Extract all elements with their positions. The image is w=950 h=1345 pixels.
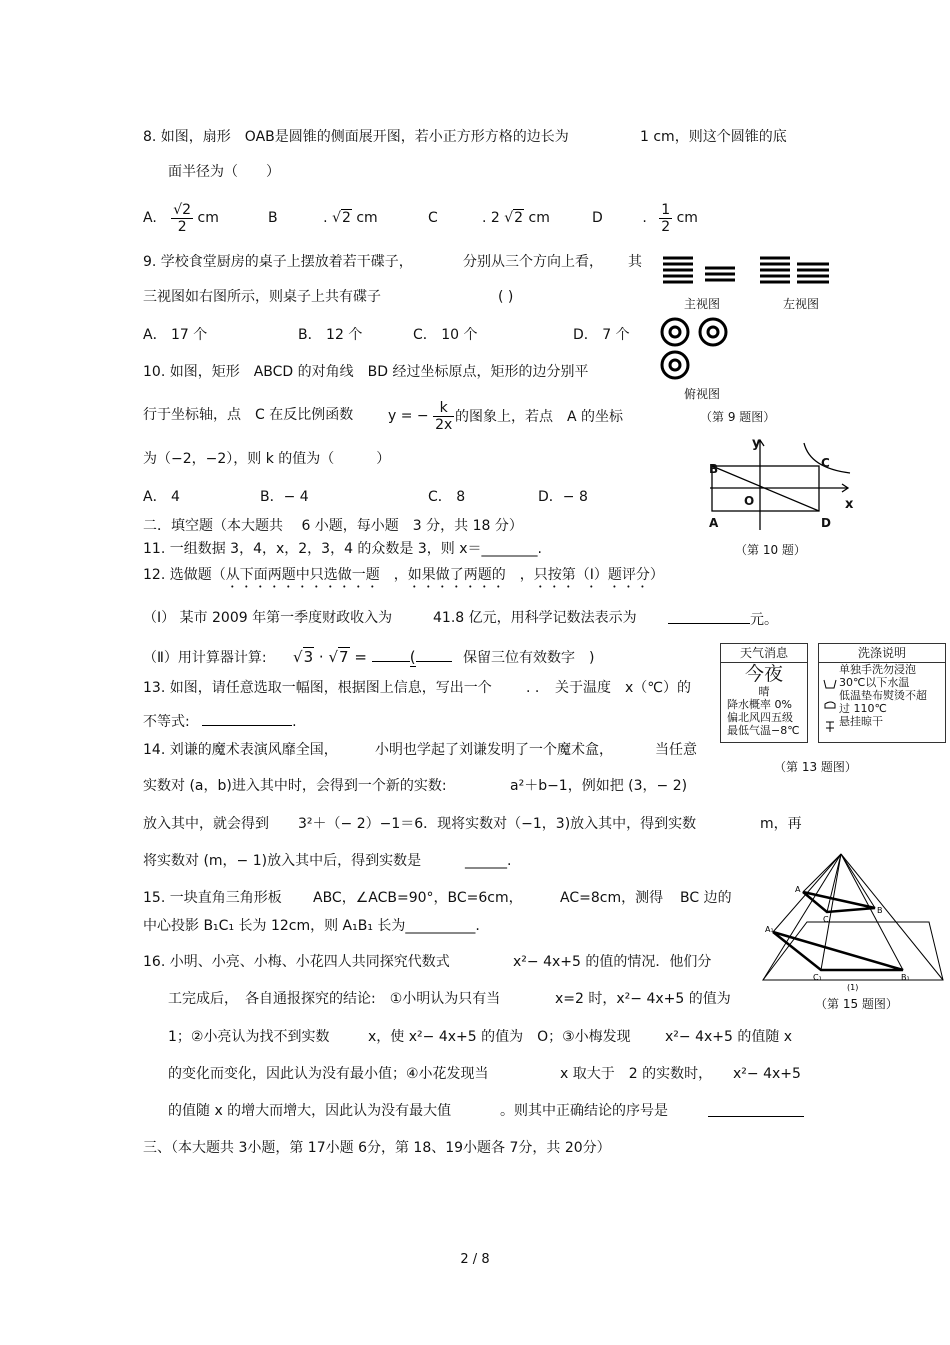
answer-blank[interactable] xyxy=(202,711,292,726)
q10-label-a: A xyxy=(709,516,719,530)
weather-row: 降水概率 0% xyxy=(727,698,792,711)
q14-line1a: 14. 刘谦的魔术表演风靡全国， xyxy=(143,742,338,758)
q15-line1a: 15. 一块直角三角形板 xyxy=(143,890,282,906)
q16-line3a: 1；②小亮认为找不到实数 xyxy=(168,1029,330,1045)
q8-option-c: C . 2 √2 cm xyxy=(428,210,550,226)
q14-line4a: 将实数对 (m，− 1)放入其中后，得到实数是 xyxy=(143,853,422,869)
q10-option-c: C． 8 xyxy=(428,489,466,505)
q11: 11. 一组数据 3，4，x，2，3，4 的众数是 3，则 x＝________. xyxy=(143,541,542,557)
q13-line2: 不等式: . xyxy=(143,711,297,731)
q10-label-d: D xyxy=(821,516,831,530)
wash-row: 过 110℃ xyxy=(839,702,887,715)
wash-title: 洗涤说明 xyxy=(819,644,945,663)
q8-option-b: B . √2 cm xyxy=(268,210,378,226)
q16-line1a: 16. 小明、小亮、小梅、小花四人共同探究代数式 xyxy=(143,954,450,970)
wash-row: 单独手洗勿浸泡 xyxy=(839,663,916,676)
q8-line1b: 1 cm，则这个圆锥的底 xyxy=(640,129,787,145)
q13-line1a: 13. 如图，请任意选取一幅图，根据图上信息，写出一个 xyxy=(143,680,492,696)
wash-row: 30℃以下水温 xyxy=(839,676,910,689)
q16-line3b: x，使 x²− 4x+5 的值为 O；③小梅发现 xyxy=(368,1029,631,1045)
q10-option-a: A． 4 xyxy=(143,489,180,505)
q16-answer xyxy=(708,1102,804,1122)
q15-line1d: BC 边的 xyxy=(680,890,732,906)
q9-line2a: 三视图如右图所示，则桌子上共有碟子 xyxy=(143,289,381,305)
q15-label-n: (1) xyxy=(847,983,859,992)
answer-blank[interactable] xyxy=(416,647,452,662)
triangle-abc xyxy=(803,892,875,912)
q16-line5a: 的值随 x 的增大而增大，因此认为没有最大值 xyxy=(168,1103,452,1119)
q13-line1b: 关于温度 x（℃）的 xyxy=(555,680,692,696)
q9-line1c: 其 xyxy=(628,254,642,270)
weather-title: 天气消息 xyxy=(721,644,807,663)
q12-line1: 12. 选做题（从下面两题中只选做一题 ，如果做了两题的 ，只按第（Ⅰ）题评分） xyxy=(143,567,664,583)
q9-left-view-label: 左视图 xyxy=(783,297,820,311)
q15-label-a1: A₁ xyxy=(765,925,774,934)
q12-part2a: （Ⅱ）用计算器计算: xyxy=(143,650,267,666)
q9-front-view-label: 主视图 xyxy=(684,297,721,311)
hang-dry-icon xyxy=(826,722,834,732)
q12-part1-answer: 元。 xyxy=(668,609,778,629)
weather-row: 晴 xyxy=(758,685,770,698)
q14-line1b: 小明也学起了刘谦发明了一个魔术盒， xyxy=(375,742,613,758)
q16-line4a: 的变化而变化，因此认为没有最小值；④小花发现当 xyxy=(168,1066,489,1082)
q8-options xyxy=(143,198,219,238)
q10-label-x: x xyxy=(845,497,854,512)
q8-option-a-fraction: $\frac{√2}{2}$ xyxy=(173,201,192,235)
q15-line1c: AC=8cm，测得 xyxy=(560,890,664,906)
weather-notice-box xyxy=(720,643,808,743)
q10-label-y: y xyxy=(752,436,761,451)
q13-dots: . . xyxy=(526,680,540,696)
q12-part2b: 保留三位有效数字 ) xyxy=(463,650,595,666)
q8-option-a-label: A. xyxy=(143,210,157,226)
answer-blank[interactable] xyxy=(668,609,750,624)
q9-option-b: B． 12 个 xyxy=(298,327,363,343)
q12-part2-expression: √3 · √7 = ( xyxy=(293,647,452,666)
q9-option-c: C． 10 个 xyxy=(413,327,478,343)
q14-line2b: a²＋b−1，例如把 (3，− 2) xyxy=(510,778,688,794)
q15-line1b: ABC，∠ACB=90°，BC=6cm， xyxy=(313,890,523,906)
q8-option-d: D . $\frac{1}{2}$ cm xyxy=(592,201,698,235)
q14-line3b: 3²＋（− 2）−1＝6．现将实数对（−1，3)放入其中，得到实数 xyxy=(298,816,697,832)
q14-line3c: m，再 xyxy=(760,816,802,832)
q15-label-b: B xyxy=(877,906,883,915)
q10-label-c: C xyxy=(821,456,830,470)
weather-big-text: 今夜 xyxy=(744,663,783,685)
q12-part1b: 41.8 亿元，用科学记数法表示为 xyxy=(433,610,637,626)
q15-label-b1: B₁ xyxy=(901,973,910,982)
q16-line4b: x 取大于 2 的实数时， xyxy=(560,1066,713,1082)
iron-icon xyxy=(825,702,835,708)
q16-line4c: x²− 4x+5 xyxy=(733,1066,801,1082)
laundry-symbol-icons xyxy=(823,670,837,740)
weather-row: 最低气温−8℃ xyxy=(727,724,800,737)
q9-option-a: A． 17 个 xyxy=(143,327,208,343)
q16-line2a: 工完成后， 各自通报探究的结论: ①小明认为只有当 xyxy=(168,991,501,1007)
q9-top-view-label: 俯视图 xyxy=(684,387,721,401)
q9-option-d: D． 7 个 xyxy=(573,327,630,343)
sqrt-symbol: √2 xyxy=(504,210,524,226)
q9-line1b: 分别从三个方向上看， xyxy=(463,254,603,270)
q16-line5b: 。则其中正确结论的序号是 xyxy=(500,1103,668,1119)
answer-blank[interactable] xyxy=(372,647,410,662)
q14-line1c: 当任意 xyxy=(655,742,697,758)
wash-row: 低温垫布熨烫不超 xyxy=(839,689,927,702)
wash-row: 悬挂晾干 xyxy=(839,715,883,728)
q8-option-a-unit: cm xyxy=(197,210,219,226)
q10-option-b: B．− 4 xyxy=(260,489,309,505)
q14-line2a: 实数对 (a，b)进入其中时，会得到一个新的实数: xyxy=(143,778,447,794)
weather-row: 偏北风四五级 xyxy=(727,711,793,724)
q14-line4b: ______. xyxy=(465,853,512,869)
triangle-a1b1c1 xyxy=(773,932,903,970)
q16-line2b: x=2 时，x²− 4x+5 的值为 xyxy=(555,991,731,1007)
q15-line2: 中心投影 B₁C₁ 长为 12cm，则 A₁B₁ 长为__________. xyxy=(143,918,480,934)
q10-function: y = − $\frac{k}{2x}$ xyxy=(388,399,453,433)
top-view-plates xyxy=(662,319,726,378)
page-number: 2 / 8 xyxy=(460,1252,490,1267)
sqrt-symbol: √2 xyxy=(332,210,351,226)
answer-blank[interactable] xyxy=(708,1102,804,1117)
section-3-heading: 三、（本大题共 3小题，第 17小题 6分，第 18、19小题各 7分，共 20分） xyxy=(143,1140,611,1156)
q16-line1b: x²− 4x+5 的值的情况．他们分 xyxy=(513,954,712,970)
q15-label-a: A xyxy=(795,885,801,894)
q13-caption: （第 13 题图） xyxy=(774,760,857,774)
q10-figure xyxy=(700,435,860,535)
q9-line1a: 9. 学校食堂厨房的桌子上摆放着若干碟子， xyxy=(143,254,413,270)
q10-label-o: O xyxy=(744,494,755,508)
washing-instructions-box xyxy=(818,643,946,743)
q9-line2b: ( ) xyxy=(498,289,514,305)
front-view-plates xyxy=(663,258,829,282)
q15-caption: （第 15 题图） xyxy=(815,997,898,1011)
q10-caption: （第 10 题） xyxy=(735,543,806,557)
washtub-icon xyxy=(824,680,836,688)
q10-option-d: D．− 8 xyxy=(538,489,588,505)
q14-line3a: 放入其中，就会得到 xyxy=(143,816,269,832)
q9-caption: （第 9 题图） xyxy=(700,410,776,424)
q10-line2a: 行于坐标轴，点 C 在反比例函数 xyxy=(143,407,354,423)
q10-line2b: 的图象上，若点 A 的坐标 xyxy=(455,409,624,425)
q8-line1: 8. 如图，扇形 OAB是圆锥的侧面展开图，若小正方形方格的边长为 xyxy=(143,129,569,145)
q15-label-c: C xyxy=(823,915,829,924)
section-2-heading: 二．填空题（本大题共 6 小题，每小题 3 分，共 18 分） xyxy=(143,518,523,534)
q10-line1: 10. 如图，矩形 ABCD 的对角线 BD 经过坐标原点，矩形的边分别平 xyxy=(143,364,589,380)
q12-part1a: （Ⅰ） 某市 2009 年第一季度财政收入为 xyxy=(143,610,393,626)
q10-label-b: B xyxy=(709,462,719,476)
q15-label-c1: C₁ xyxy=(813,973,822,982)
q10-line3: 为（−2，−2），则 k 的值为（ ） xyxy=(143,451,391,467)
q8-line2: 面半径为（ ） xyxy=(168,164,280,180)
projection-plane xyxy=(763,922,943,980)
q15-projection-figure xyxy=(755,852,945,992)
q9-three-view-figure xyxy=(655,250,835,380)
q16-line3c: x²− 4x+5 的值随 x xyxy=(665,1029,793,1045)
